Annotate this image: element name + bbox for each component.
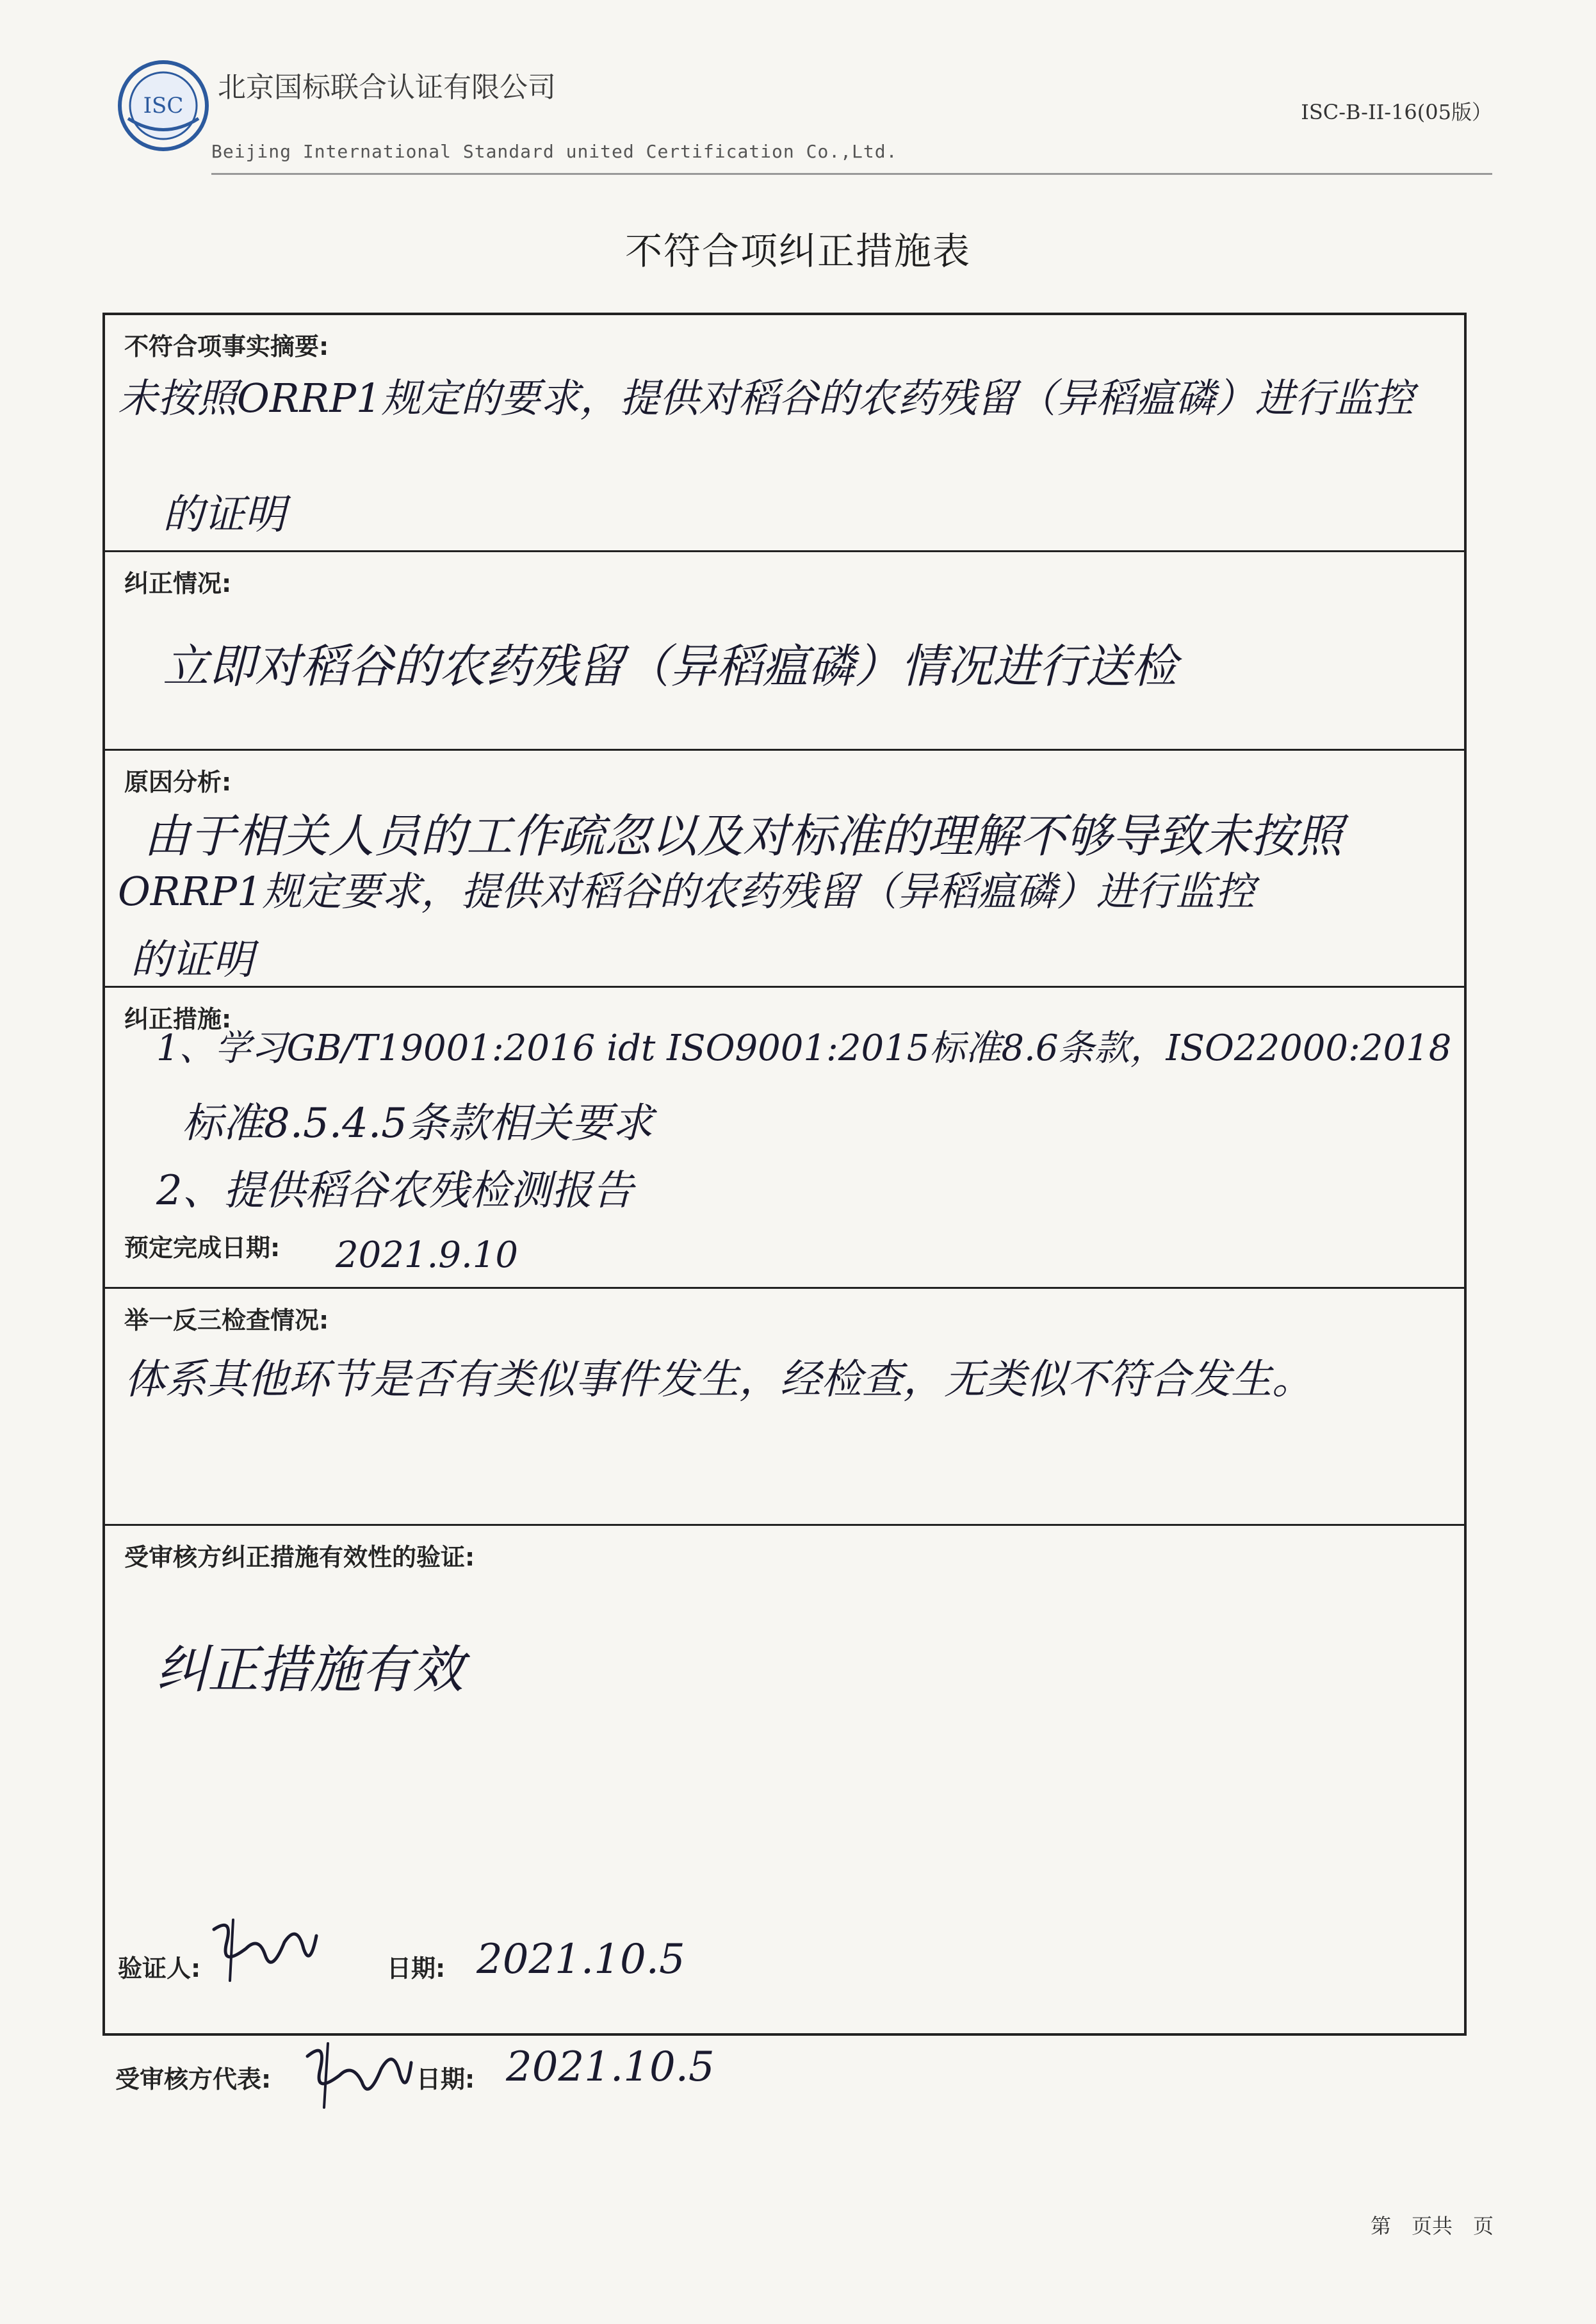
cause-analysis-line-1: 由于相关人员的工作疏忽以及对标准的理解不够导致未按照 [143,809,1343,863]
nonconformity-fact-line-2: 的证明 [163,491,286,539]
verification-date-value: 2021.10.5 [476,1936,685,1983]
company-name-en: Beijing International Standard united Certification Co.,Ltd. [211,141,898,162]
correction-label: 纠正情况: [124,569,232,598]
company-name-cn: 北京国标联合认证有限公司 [218,71,556,104]
section-corrective-measures [105,988,1464,1289]
nonconformity-fact-line-1: 未按照ORRP1规定的要求，提供对稻谷的农药残留（异稻瘟磷）进行监控 [118,375,1414,421]
correction-line-1: 立即对稻谷的农药残留（异稻瘟磷）情况进行送检 [163,639,1178,693]
representative-signature [301,2031,416,2114]
due-date-label: 预定完成日期: [124,1234,281,1262]
section-correction [105,552,1464,751]
verifier-signature [208,1910,323,1987]
corrective-action-form [102,313,1467,2036]
section-nonconformity-fact [105,315,1464,552]
corrective-measures-line-2: 标准8.5.4.5条款相关要求 [182,1100,653,1147]
corrective-measures-label: 纠正措施: [124,1005,232,1033]
verification-date-label: 日期: [387,1954,446,1983]
verification-label: 受审核方纠正措施有效性的验证: [124,1543,475,1571]
verification-result: 纠正措施有效 [156,1640,464,1699]
page-number: 第 页共 页 [1370,2214,1494,2238]
company-logo [115,58,211,154]
section-effectiveness-verification [105,1526,1464,2036]
section-similar-check [105,1289,1464,1526]
nonconformity-fact-label: 不符合项事实摘要: [124,332,329,361]
representative-date-value: 2021.10.5 [506,2043,715,2091]
header-divider [211,173,1492,175]
cause-analysis-label: 原因分析: [124,768,232,796]
cause-analysis-line-2: ORRP1规定要求，提供对稻谷的农药残留（异稻瘟磷）进行监控 [118,868,1255,915]
corrective-measures-line-3: 2、提供稻谷农残检测报告 [156,1167,633,1215]
similar-check-label: 举一反三检查情况: [124,1306,329,1334]
representative-date-label: 日期: [416,2065,475,2093]
form-title: 不符合项纠正措施表 [624,229,971,273]
document-header [115,51,1492,179]
document-number: ISC-B-II-16(05版） [1301,100,1492,124]
cause-analysis-line-3: 的证明 [131,937,254,984]
representative-label: 受审核方代表: [115,2065,272,2093]
section-cause-analysis [105,751,1464,988]
verifier-label: 验证人: [118,1954,201,1983]
corrective-measures-line-1: 1、学习GB/T19001:2016 idt ISO9001:2015标准8.6条款，ISO22000:2018 [156,1027,1452,1069]
due-date-value: 2021.9.10 [336,1234,519,1276]
similar-check-line-1: 体系其他环节是否有类似事件发生，经检查，无类似不符合发生。 [124,1356,1313,1403]
svg-text:ISC: ISC [143,93,184,119]
